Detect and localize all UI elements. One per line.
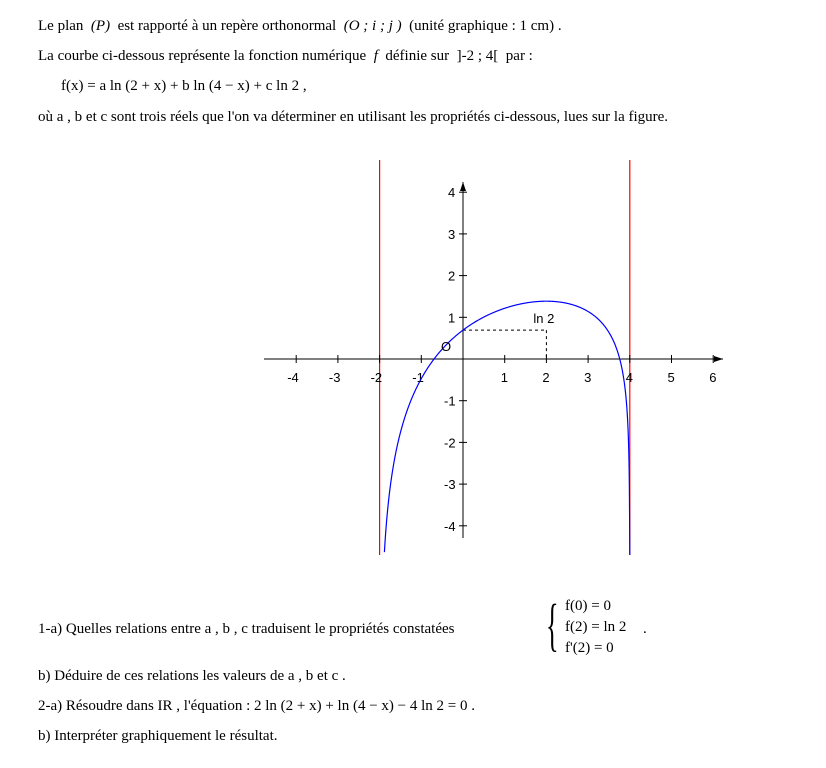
x-tick-label: 5 bbox=[667, 370, 675, 385]
y-tick-label: -1 bbox=[444, 393, 456, 409]
x-tick-label: 3 bbox=[584, 370, 592, 385]
formula bbox=[61, 77, 307, 95]
x-tick-label: -1 bbox=[412, 370, 424, 385]
x-tick-label: -2 bbox=[370, 370, 383, 385]
domain-interval: ]-2 ; 4[ bbox=[456, 48, 499, 64]
y-tick-label: 1 bbox=[448, 310, 456, 326]
condition-3 bbox=[565, 639, 614, 657]
intro-text: Le plan bbox=[38, 18, 84, 34]
brace: { bbox=[546, 592, 559, 657]
condition-1 bbox=[565, 597, 611, 615]
intro-text: définie sur bbox=[385, 48, 450, 64]
condition-text: f(0) = 0 bbox=[565, 598, 611, 614]
question-1b bbox=[38, 667, 346, 685]
x-tick-label: 2 bbox=[542, 370, 550, 385]
intro-text: est rapporté à un repère orthonormal bbox=[117, 18, 337, 34]
question-2a bbox=[38, 697, 475, 715]
x-tick-label: 6 bbox=[709, 370, 717, 385]
x-tick-label: -3 bbox=[328, 370, 341, 385]
x-axis-arrow bbox=[714, 356, 723, 362]
y-tick-label: -4 bbox=[444, 518, 456, 534]
condition-2 bbox=[565, 618, 626, 636]
punctuation: . bbox=[643, 621, 647, 637]
y-tick-label: 3 bbox=[448, 226, 456, 242]
ln2-label: ln 2 bbox=[533, 311, 555, 327]
question-text: b) Déduire de ces relations les valeurs de a , b et c . bbox=[38, 668, 346, 684]
y-axis-arrow bbox=[460, 182, 466, 191]
intro-line-1 bbox=[38, 17, 562, 35]
question-1a bbox=[38, 620, 455, 638]
y-tick-label: 4 bbox=[448, 185, 456, 201]
question-text: 1-a) Quelles relations entre a , b , c traduisent le propriétés constatées bbox=[38, 621, 455, 637]
condition-text: f(2) = ln 2 bbox=[565, 619, 627, 635]
x-tick-label: 4 bbox=[625, 370, 634, 385]
curve-f bbox=[384, 301, 629, 555]
question-2b bbox=[38, 727, 277, 745]
x-tick-label: 1 bbox=[500, 370, 508, 385]
conditions-dot bbox=[643, 620, 647, 638]
condition-text: f'(2) = 0 bbox=[565, 640, 614, 656]
plane-name: (P) bbox=[90, 18, 111, 34]
y-tick-label: -3 bbox=[444, 477, 456, 493]
function-graph bbox=[260, 160, 730, 560]
formula-text: f(x) = a ln (2 + x) + b ln (4 − x) + c ln 2 , bbox=[61, 78, 307, 94]
function-name: f bbox=[373, 48, 378, 64]
origin-label: O bbox=[441, 339, 452, 354]
intro-text: (unité graphique : 1 cm) . bbox=[409, 18, 562, 34]
intro-text: où a , b et c sont trois réels que l'on va déterminer en utilisant les propriétés ci-dessous, lues sur la figure. bbox=[38, 109, 669, 125]
x-tick-label: -4 bbox=[287, 370, 299, 385]
question-text: b) Interpréter graphiquement le résultat. bbox=[38, 728, 278, 744]
y-tick-label: 2 bbox=[448, 268, 456, 284]
frame-notation: (O ; i ; j ) bbox=[343, 18, 402, 34]
intro-line-2 bbox=[38, 47, 533, 65]
question-text: 2-a) Résoudre dans IR , l'équation : 2 ln (2 + x) + ln (4 − x) − 4 ln 2 = 0 . bbox=[38, 698, 476, 714]
intro-text: par : bbox=[505, 48, 533, 64]
intro-line-4 bbox=[38, 108, 668, 126]
intro-text: La courbe ci-dessous représente la fonction numérique bbox=[38, 48, 367, 64]
y-tick-label: -2 bbox=[444, 435, 456, 451]
